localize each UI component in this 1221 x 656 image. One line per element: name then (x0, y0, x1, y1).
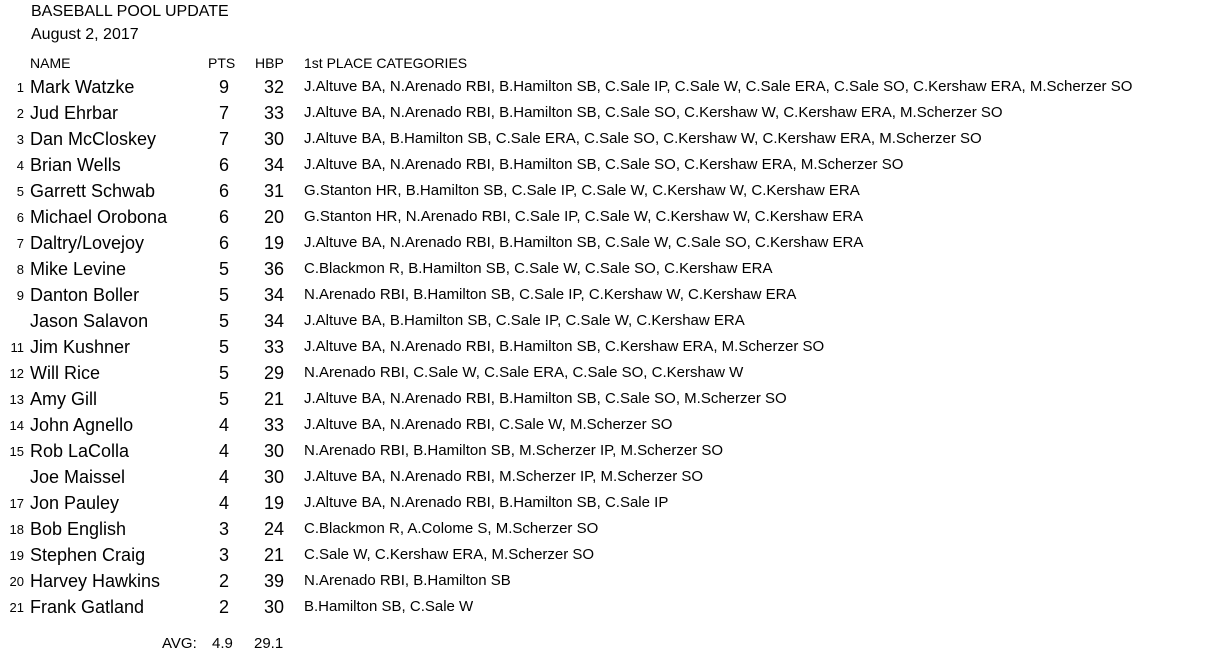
categories-cell: J.Altuve BA, N.Arenado RBI, B.Hamilton SB, C.Sale SO, M.Scherzer SO (304, 390, 787, 407)
rank-cell: 14 (9, 418, 24, 433)
pts-cell: 6 (218, 181, 229, 201)
name-cell: Amy Gill (30, 389, 97, 409)
name-cell: Rob LaColla (30, 441, 130, 461)
pts-cell: 5 (218, 389, 229, 409)
name-cell: Garrett Schwab (30, 181, 156, 201)
categories-cell: N.Arenado RBI, C.Sale W, C.Sale ERA, C.Sale SO, C.Kershaw W (304, 364, 744, 381)
categories-cell: J.Altuve BA, N.Arenado RBI, B.Hamilton SB, C.Sale SO, C.Kershaw ERA, M.Scherzer SO (304, 156, 904, 173)
hbp-cell: 30 (263, 597, 284, 617)
table-row (0, 594, 1221, 620)
name-cell: Daltry/Lovejoy (30, 233, 145, 253)
name-cell: Michael Orobona (30, 207, 168, 227)
rank-cell: 20 (9, 574, 24, 589)
pts-cell: 7 (218, 103, 229, 123)
hbp-cell: 36 (263, 259, 284, 279)
hbp-cell: 33 (263, 103, 284, 123)
hbp-cell: 20 (263, 207, 284, 227)
rank-cell: 11 (10, 340, 24, 355)
table-row (0, 464, 1221, 490)
average-hbp-value: 29.1 (254, 635, 284, 652)
categories-cell: N.Arenado RBI, B.Hamilton SB (304, 572, 511, 589)
table-row (0, 282, 1221, 308)
rank-cell: 13 (9, 392, 24, 407)
categories-cell: J.Altuve BA, N.Arenado RBI, B.Hamilton SB, C.Kershaw ERA, M.Scherzer SO (304, 338, 825, 355)
hbp-cell: 31 (263, 181, 284, 201)
column-header-categories: 1st PLACE CATEGORIES (304, 55, 468, 71)
table-row (0, 178, 1221, 204)
rank-cell: 1 (16, 80, 24, 95)
table-row (0, 386, 1221, 412)
table-row (0, 230, 1221, 256)
pts-cell: 5 (218, 259, 229, 279)
pts-cell: 3 (218, 545, 229, 565)
categories-cell: J.Altuve BA, N.Arenado RBI, B.Hamilton SB, C.Sale W, C.Sale SO, C.Kershaw ERA (304, 234, 864, 251)
hbp-cell: 19 (263, 233, 284, 253)
hbp-cell: 33 (263, 415, 284, 435)
categories-cell: J.Altuve BA, N.Arenado RBI, B.Hamilton SB, C.Sale IP (304, 494, 669, 511)
pts-cell: 4 (218, 441, 229, 461)
rank-cell: 12 (9, 366, 24, 381)
name-cell: Bob English (30, 519, 127, 539)
column-header-pts: PTS (208, 55, 236, 71)
name-cell: Harvey Hawkins (30, 571, 161, 591)
categories-cell: C.Blackmon R, A.Colome S, M.Scherzer SO (304, 520, 599, 537)
categories-cell: C.Sale W, C.Kershaw ERA, M.Scherzer SO (304, 546, 595, 563)
pts-cell: 2 (218, 571, 229, 591)
table-row (0, 516, 1221, 542)
report-title: BASEBALL POOL UPDATE (31, 3, 229, 20)
name-cell: Jim Kushner (30, 337, 131, 357)
table-row (0, 412, 1221, 438)
name-cell: Mike Levine (30, 259, 127, 279)
rank-cell: 18 (9, 522, 24, 537)
table-row (0, 438, 1221, 464)
hbp-cell: 30 (263, 129, 284, 149)
hbp-cell: 24 (263, 519, 284, 539)
pts-cell: 5 (218, 311, 229, 331)
categories-cell: J.Altuve BA, B.Hamilton SB, C.Sale IP, C.Sale W, C.Kershaw ERA (304, 312, 745, 329)
hbp-cell: 32 (263, 77, 284, 97)
name-cell: Stephen Craig (30, 545, 146, 565)
hbp-cell: 30 (263, 441, 284, 461)
rank-cell: 21 (9, 600, 24, 615)
categories-cell: G.Stanton HR, B.Hamilton SB, C.Sale IP, C.Sale W, C.Kershaw W, C.Kershaw ERA (304, 182, 860, 199)
table-row (0, 256, 1221, 282)
hbp-cell: 19 (263, 493, 284, 513)
hbp-cell: 39 (263, 571, 284, 591)
pts-cell: 5 (218, 285, 229, 305)
column-header-hbp: HBP (255, 55, 284, 71)
categories-cell: J.Altuve BA, N.Arenado RBI, B.Hamilton SB, C.Sale SO, C.Kershaw W, C.Kershaw ERA, M.Scherzer SO (304, 104, 1003, 121)
table-row (0, 152, 1221, 178)
name-cell: Mark Watzke (30, 77, 135, 97)
hbp-cell: 21 (263, 545, 284, 565)
pts-cell: 6 (218, 155, 229, 175)
rank-cell: 2 (16, 106, 24, 121)
pts-cell: 7 (218, 129, 229, 149)
categories-cell: J.Altuve BA, N.Arenado RBI, B.Hamilton SB, C.Sale IP, C.Sale W, C.Sale ERA, C.Sale SO, C.Kershaw ERA, M.Scherzer SO (304, 78, 1133, 95)
categories-cell: N.Arenado RBI, B.Hamilton SB, M.Scherzer IP, M.Scherzer SO (304, 442, 724, 459)
name-cell: John Agnello (30, 415, 134, 435)
table-row (0, 568, 1221, 594)
categories-cell: J.Altuve BA, B.Hamilton SB, C.Sale ERA, C.Sale SO, C.Kershaw W, C.Kershaw ERA, M.Scherzer SO (304, 130, 982, 147)
rank-cell: 8 (16, 262, 24, 277)
pts-cell: 6 (218, 207, 229, 227)
pts-cell: 5 (218, 337, 229, 357)
table-row (0, 542, 1221, 568)
rank-cell: 17 (9, 496, 24, 511)
name-cell: Brian Wells (30, 155, 121, 175)
name-cell: Danton Boller (30, 285, 140, 305)
rank-cell: 4 (16, 158, 24, 173)
rank-cell: 9 (16, 288, 24, 303)
table-row (0, 126, 1221, 152)
table-row (0, 360, 1221, 386)
rank-cell: 19 (9, 548, 24, 563)
hbp-cell: 33 (263, 337, 284, 357)
table-row (0, 308, 1221, 334)
rank-cell: 5 (16, 184, 24, 199)
pts-cell: 4 (218, 415, 229, 435)
pts-cell: 9 (218, 77, 229, 97)
pts-cell: 4 (218, 467, 229, 487)
pts-cell: 6 (218, 233, 229, 253)
rank-cell: 7 (16, 236, 24, 251)
pts-cell: 2 (218, 597, 229, 617)
hbp-cell: 34 (263, 155, 284, 175)
table-row (0, 490, 1221, 516)
categories-cell: N.Arenado RBI, B.Hamilton SB, C.Sale IP, C.Kershaw W, C.Kershaw ERA (304, 286, 797, 303)
pts-cell: 4 (218, 493, 229, 513)
average-pts-value: 4.9 (212, 635, 233, 652)
name-cell: Will Rice (30, 363, 100, 383)
column-header-name: NAME (30, 55, 71, 71)
hbp-cell: 29 (263, 363, 284, 383)
table-row (0, 74, 1221, 100)
report-date: August 2, 2017 (31, 26, 139, 43)
hbp-cell: 34 (263, 311, 284, 331)
name-cell: Dan McCloskey (30, 129, 157, 149)
table-row (0, 100, 1221, 126)
name-cell: Joe Maissel (30, 467, 126, 487)
categories-cell: J.Altuve BA, N.Arenado RBI, M.Scherzer IP, M.Scherzer SO (304, 468, 704, 485)
hbp-cell: 21 (263, 389, 284, 409)
categories-cell: G.Stanton HR, N.Arenado RBI, C.Sale IP, C.Sale W, C.Kershaw W, C.Kershaw ERA (304, 208, 864, 225)
categories-cell: C.Blackmon R, B.Hamilton SB, C.Sale W, C.Sale SO, C.Kershaw ERA (304, 260, 773, 277)
hbp-cell: 34 (263, 285, 284, 305)
table-row (0, 334, 1221, 360)
rank-cell: 3 (16, 132, 24, 147)
standings-table (0, 74, 1221, 620)
hbp-cell: 30 (263, 467, 284, 487)
average-label: AVG: (162, 635, 197, 652)
pts-cell: 3 (218, 519, 229, 539)
name-cell: Frank Gatland (30, 597, 145, 617)
rank-cell: 15 (9, 444, 24, 459)
rank-cell: 6 (16, 210, 24, 225)
name-cell: Jon Pauley (30, 493, 120, 513)
categories-cell: J.Altuve BA, N.Arenado RBI, C.Sale W, M.Scherzer SO (304, 416, 673, 433)
name-cell: Jason Salavon (30, 311, 149, 331)
categories-cell: B.Hamilton SB, C.Sale W (304, 598, 474, 615)
table-row (0, 204, 1221, 230)
name-cell: Jud Ehrbar (30, 103, 119, 123)
pts-cell: 5 (218, 363, 229, 383)
